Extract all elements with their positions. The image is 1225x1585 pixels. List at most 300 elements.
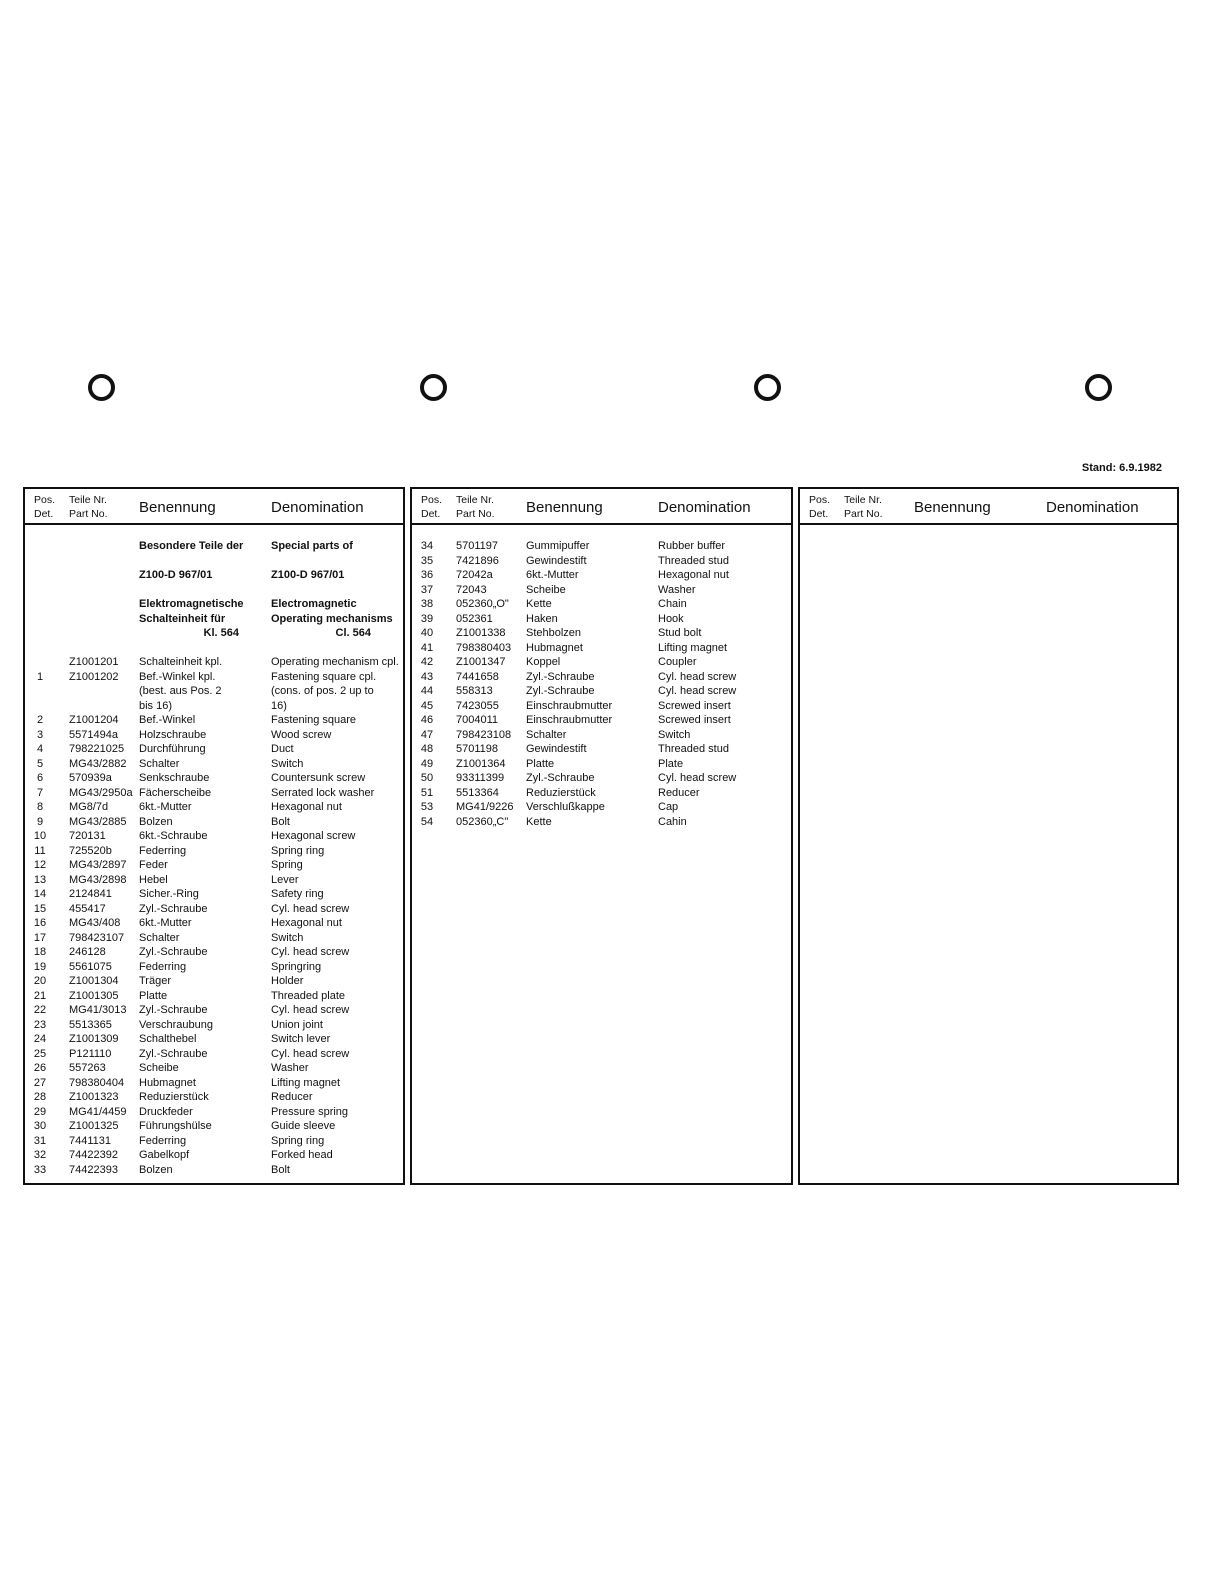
cell-ben: Zyl.-Schraube [139, 1004, 208, 1016]
cell-den: Hexagonal nut [271, 917, 342, 929]
cell-pos: 22 [33, 1004, 47, 1016]
table-row [25, 1163, 403, 1177]
cell-pos: 51 [420, 786, 434, 799]
cell-den: Screwed insert [658, 699, 731, 712]
cell-den: Cyl. head screw [271, 946, 350, 958]
cell-den: Reducer [271, 1091, 313, 1103]
cell-ben: Platte [526, 757, 555, 770]
cell-part: MG41/9226 [456, 801, 514, 813]
cell-pos: 34 [420, 540, 434, 552]
cell-part: Z1001338 [456, 627, 506, 639]
table-row [25, 1018, 403, 1032]
cell-pos: 49 [420, 757, 434, 770]
cell-den: Spring ring [271, 1134, 325, 1147]
table-row [25, 1090, 403, 1104]
cell-part: 74422392 [69, 1149, 118, 1161]
cell-part: Z1001204 [69, 714, 119, 726]
table-row [25, 626, 403, 640]
cell-ben: Bef.-Winkel [139, 714, 196, 726]
table-row [25, 1032, 403, 1046]
cell-pos: 18 [33, 946, 47, 958]
cell-ben: Holzschraube [139, 728, 207, 741]
cell-part: 725520b [69, 844, 112, 857]
cell-ben: 6kt.-Mutter [526, 569, 579, 581]
cell-den: Lifting magnet [658, 641, 728, 654]
table-row [25, 713, 403, 727]
cell-pos: 21 [33, 989, 47, 1002]
cell-den: Duct [271, 743, 294, 755]
punch-hole-icon [1085, 374, 1112, 401]
table-row [412, 583, 791, 597]
cell-part: 557263 [69, 1062, 106, 1074]
table-row [25, 1134, 403, 1148]
cell-den: Cyl. head screw [658, 685, 737, 697]
table-row [412, 800, 791, 814]
table-row [25, 771, 403, 785]
cell-part: 798380404 [69, 1076, 125, 1089]
cell-part: MG41/3013 [69, 1004, 127, 1016]
cell-pos: 17 [33, 931, 47, 944]
cell-part: Z1001309 [69, 1033, 119, 1045]
cell-part: 5513364 [456, 786, 499, 799]
cell-ben: 6kt.-Schraube [139, 830, 208, 842]
cell-ben: Kette [526, 815, 552, 828]
table-row [412, 641, 791, 655]
table-row [25, 568, 403, 582]
cell-part: 798221025 [69, 743, 125, 755]
cell-part: 2124841 [69, 888, 112, 900]
cell-pos: 38 [420, 598, 434, 610]
cell-part: 7421896 [456, 554, 499, 567]
revision-date: Stand: 6.9.1982 [1081, 462, 1162, 474]
table-row [412, 597, 791, 611]
cell-ben: Reduzierstück [139, 1091, 209, 1103]
benennung-header: Benennung [526, 499, 603, 516]
cell-part: 5513365 [69, 1018, 112, 1031]
cell-den: Spring ring [271, 844, 325, 857]
cell-part: MG43/408 [69, 917, 121, 929]
table-row [412, 742, 791, 756]
cell-pos: 31 [33, 1134, 47, 1147]
table-row [25, 583, 403, 597]
cell-part: Z1001323 [69, 1091, 119, 1103]
cell-part: 5561075 [69, 960, 112, 973]
cell-den: Lifting magnet [271, 1076, 341, 1089]
cell-pos: 13 [33, 873, 47, 886]
cell-den: Forked head [271, 1149, 333, 1161]
cell-ben: bis 16) [139, 699, 173, 712]
cell-den: Screwed insert [658, 714, 731, 726]
table-row [412, 771, 791, 785]
cell-pos: 28 [33, 1091, 47, 1103]
table-row [25, 554, 403, 568]
table-row [25, 597, 403, 611]
cell-pos: 3 [36, 728, 44, 741]
cell-pos: 42 [420, 656, 434, 668]
cell-ben: Gewindestift [526, 743, 587, 755]
cell-den: Holder [271, 975, 304, 987]
table-row [25, 1061, 403, 1075]
cell-part: 052360„C" [456, 815, 509, 828]
cell-part: 7441131 [69, 1134, 112, 1147]
cell-pos: 24 [33, 1033, 47, 1045]
cell-pos: 36 [420, 569, 434, 581]
cell-part: 455417 [69, 902, 106, 915]
cell-den: Operating mechanisms [271, 612, 393, 625]
cell-den: Lever [271, 873, 299, 886]
cell-ben: Zyl.-Schraube [139, 902, 208, 915]
cell-ben: Platte [139, 989, 168, 1002]
cell-part: 72043 [456, 583, 487, 596]
table-row [25, 858, 403, 872]
cell-pos: 4 [36, 743, 44, 755]
table-row [25, 945, 403, 959]
table-row [412, 713, 791, 727]
cell-part: Z1001202 [69, 670, 119, 683]
cell-part: MG43/2885 [69, 815, 127, 828]
cell-den: Stud bolt [658, 627, 702, 639]
cell-den: Cyl. head screw [271, 1047, 350, 1060]
table-row [25, 887, 403, 901]
cell-ben: Bolzen [139, 1163, 173, 1176]
cell-part: 798423107 [69, 931, 125, 944]
table-row [25, 960, 403, 974]
cell-den: Springring [271, 960, 322, 973]
cell-pos: 32 [33, 1149, 47, 1161]
cell-pos: 39 [420, 612, 434, 625]
table-row [412, 539, 791, 553]
det-label: Det. [421, 508, 441, 520]
cell-ben: Scheibe [526, 583, 566, 596]
cell-pos: 33 [33, 1163, 47, 1176]
cell-den: Washer [658, 583, 696, 596]
cell-ben: Besondere Teile der [139, 540, 244, 552]
cell-den: Switch [271, 757, 304, 770]
table-row [412, 786, 791, 800]
cell-pos: 7 [36, 786, 44, 799]
cell-part: 798423108 [456, 728, 512, 741]
table-header [25, 489, 403, 525]
cell-ben: Hubmagnet [526, 641, 583, 654]
cell-den: Bolt [271, 815, 290, 828]
cell-ben: Zyl.-Schraube [139, 1047, 208, 1060]
cell-part: 93311399 [456, 772, 505, 784]
cell-part: Z1001325 [69, 1120, 119, 1132]
cell-part: P121110 [69, 1047, 112, 1060]
cell-part: 5701198 [456, 743, 499, 755]
cell-part: 5701197 [456, 540, 499, 552]
cell-part: MG41/4459 [69, 1105, 127, 1118]
parts-table-3 [798, 487, 1179, 1185]
cell-part: Z1001364 [456, 757, 506, 770]
cell-den: Pressure spring [271, 1105, 349, 1118]
cell-ben: Elektromagnetische [139, 598, 244, 610]
cell-den: Rubber buffer [658, 540, 726, 552]
cell-den: Serrated lock washer [271, 786, 375, 799]
table-row [25, 655, 403, 669]
table-row [412, 655, 791, 669]
cell-den: Cap [658, 801, 679, 813]
cell-part: 558313 [456, 685, 493, 697]
cell-pos: 25 [33, 1047, 47, 1060]
cell-pos: 50 [420, 772, 434, 784]
cell-den: Threaded stud [658, 743, 729, 755]
det-label: Det. [34, 508, 54, 520]
cell-den: Fastening square cpl. [271, 670, 377, 683]
cell-den: Countersunk screw [271, 772, 366, 784]
table-row [25, 612, 403, 626]
cell-pos: 11 [34, 844, 46, 857]
cell-den: Cyl. head screw [271, 902, 350, 915]
cell-pos: 37 [420, 583, 434, 596]
cell-den: Special parts of [271, 540, 353, 552]
cell-part: Z1001347 [456, 656, 506, 668]
table-row [25, 1148, 403, 1162]
pos-header [421, 493, 442, 521]
table-row [25, 539, 403, 553]
table-row [412, 568, 791, 582]
table-row [25, 844, 403, 858]
table-header [412, 489, 791, 525]
cell-den: Bolt [271, 1163, 290, 1176]
cell-ben: Schalthebel [139, 1033, 197, 1045]
pos-label: Pos. [34, 494, 56, 506]
denomination-header: Denomination [271, 499, 364, 516]
table-row [412, 684, 791, 698]
det-label: Det. [809, 508, 829, 520]
cell-ben: Schalteinheit kpl. [139, 656, 223, 668]
table-row [25, 815, 403, 829]
part-header [69, 493, 108, 521]
table-row [25, 989, 403, 1003]
cell-den: Hexagonal nut [658, 569, 729, 581]
cell-pos: 30 [33, 1120, 47, 1132]
cell-pos: 2 [36, 714, 44, 726]
cell-den: Electromagnetic [271, 598, 357, 610]
cell-ben: Federring [139, 960, 187, 973]
table-row [412, 757, 791, 771]
cell-pos: 14 [33, 888, 47, 900]
cell-part: 7423055 [456, 699, 499, 712]
cell-part: MG43/2897 [69, 859, 127, 871]
cell-den: Operating mechanism cpl. [271, 656, 399, 668]
cell-pos: 26 [33, 1062, 47, 1074]
cell-den: Switch [658, 728, 691, 741]
table-row [25, 1076, 403, 1090]
cell-ben: Führungshülse [139, 1120, 212, 1132]
table-row [25, 728, 403, 742]
cell-ben: Gewindestift [526, 554, 587, 567]
cell-ben: Hubmagnet [139, 1076, 196, 1089]
cell-ben: Einschraubmutter [526, 699, 613, 712]
cell-part: 5571494a [69, 728, 118, 741]
cell-part: 7004011 [456, 714, 499, 726]
cell-ben: Bolzen [139, 815, 173, 828]
cell-pos: 29 [33, 1105, 47, 1118]
cell-pos: 23 [33, 1018, 47, 1031]
cell-den: Cahin [658, 815, 687, 828]
cell-den: Wood screw [271, 728, 332, 741]
cell-den: Fastening square [271, 714, 356, 726]
cell-den: Chain [658, 598, 687, 610]
cell-ben: Träger [139, 975, 171, 987]
cell-ben: Gabelkopf [139, 1149, 190, 1161]
cell-ben: Druckfeder [139, 1105, 193, 1118]
cell-pos: 45 [420, 699, 434, 712]
cell-pos: 35 [420, 554, 434, 567]
cell-pos: 6 [36, 772, 44, 784]
table-row [25, 800, 403, 814]
cell-ben: Einschraubmutter [526, 714, 613, 726]
cell-ben: Zyl.-Schraube [526, 685, 595, 697]
part-label: Part No. [844, 508, 883, 520]
cell-part: 720131 [69, 830, 106, 842]
cell-den: Switch [271, 931, 304, 944]
cell-pos: 8 [36, 801, 44, 813]
cell-pos: 41 [420, 641, 434, 654]
table-row [25, 829, 403, 843]
cell-ben: Fächerscheibe [139, 786, 212, 799]
cell-den: Coupler [658, 656, 697, 668]
table-row [412, 554, 791, 568]
teile-label: Teile Nr. [844, 494, 882, 506]
table-row [25, 742, 403, 756]
cell-ben: Haken [526, 612, 558, 625]
pos-label: Pos. [809, 494, 831, 506]
parts-table-1 [23, 487, 405, 1185]
cell-ben: Feder [139, 859, 168, 871]
teile-label: Teile Nr. [456, 494, 494, 506]
part-header [844, 493, 883, 521]
cell-den: Union joint [271, 1018, 323, 1031]
cell-den: Cl. 564 [335, 627, 371, 639]
table-row [25, 873, 403, 887]
cell-ben: Kette [526, 598, 552, 610]
cell-ben: Schalter [526, 728, 567, 741]
table-row [25, 1105, 403, 1119]
cell-ben: Z100-D 967/01 [139, 569, 213, 581]
denomination-header: Denomination [658, 499, 751, 516]
cell-ben: Zyl.-Schraube [526, 772, 595, 784]
cell-pos: 10 [33, 830, 47, 842]
cell-den: Cyl. head screw [658, 670, 737, 683]
cell-ben: Senkschraube [139, 772, 210, 784]
parts-table-2 [410, 487, 793, 1185]
benennung-header: Benennung [914, 499, 991, 516]
cell-part: 74422393 [69, 1163, 118, 1176]
cell-ben: Schalter [139, 931, 180, 944]
table-header [800, 489, 1177, 525]
cell-part: MG43/2882 [69, 757, 127, 770]
cell-ben: Federring [139, 1134, 187, 1147]
cell-den: Reducer [658, 786, 700, 799]
cell-ben: Durchführung [139, 743, 206, 755]
cell-ben: Sicher.-Ring [139, 888, 199, 900]
cell-pos: 47 [420, 728, 434, 741]
cell-ben: Bef.-Winkel kpl. [139, 670, 216, 683]
cell-ben: Koppel [526, 656, 561, 668]
cell-pos: 40 [420, 627, 434, 639]
cell-den: Plate [658, 757, 684, 770]
cell-pos: 5 [36, 757, 44, 770]
table-row [412, 626, 791, 640]
punch-hole-icon [420, 374, 447, 401]
cell-pos: 48 [420, 743, 434, 755]
cell-ben: Federring [139, 844, 187, 857]
cell-ben: Scheibe [139, 1062, 179, 1074]
cell-part: Z1001201 [69, 656, 119, 668]
cell-den: (cons. of pos. 2 up to [271, 685, 374, 697]
teile-label: Teile Nr. [69, 494, 107, 506]
cell-part: MG43/2898 [69, 873, 127, 886]
table-row [25, 699, 403, 713]
table-row [25, 1119, 403, 1133]
table-row [25, 684, 403, 698]
cell-pos: 9 [36, 815, 44, 828]
punch-hole-icon [754, 374, 781, 401]
cell-den: Threaded plate [271, 989, 345, 1002]
cell-den: 16) [271, 699, 287, 712]
cell-pos: 1 [36, 670, 44, 683]
cell-den: Safety ring [271, 888, 324, 900]
table-row [25, 916, 403, 930]
cell-part: Z1001305 [69, 989, 119, 1002]
cell-ben: 6kt.-Mutter [139, 917, 192, 929]
cell-ben: Zyl.-Schraube [139, 946, 208, 958]
cell-pos: 53 [420, 801, 434, 813]
part-label: Part No. [69, 508, 108, 520]
denomination-header: Denomination [1046, 499, 1139, 516]
table-row [412, 699, 791, 713]
table-row [25, 757, 403, 771]
table-row [25, 641, 403, 655]
cell-den: Cyl. head screw [271, 1004, 350, 1016]
cell-pos: 15 [33, 902, 47, 915]
cell-ben: Verschlußkappe [526, 801, 605, 813]
table-row [412, 612, 791, 626]
table-row [412, 728, 791, 742]
table-row [25, 1003, 403, 1017]
cell-part: 246128 [69, 946, 106, 958]
pos-label: Pos. [421, 494, 443, 506]
cell-part: 052361 [456, 612, 493, 625]
table-row [25, 931, 403, 945]
cell-part: MG8/7d [69, 801, 109, 813]
cell-den: Threaded stud [658, 554, 729, 567]
cell-pos: 54 [420, 815, 434, 828]
table-row [25, 1047, 403, 1061]
cell-den: Hexagonal screw [271, 830, 356, 842]
cell-den: Cyl. head screw [658, 772, 737, 784]
cell-ben: Schalter [139, 757, 180, 770]
cell-den: Switch lever [271, 1033, 331, 1045]
cell-part: 798380403 [456, 641, 512, 654]
cell-pos: 16 [33, 917, 47, 929]
cell-part: 052360„O" [456, 598, 509, 610]
part-header [456, 493, 495, 521]
cell-part: 72042a [456, 569, 493, 581]
cell-ben: Kl. 564 [203, 627, 239, 639]
cell-ben: 6kt.-Mutter [139, 801, 192, 813]
cell-den: Hexagonal nut [271, 801, 342, 813]
cell-part: MG43/2950a [69, 786, 133, 799]
table-row [412, 670, 791, 684]
pos-header [34, 493, 55, 521]
cell-pos: 27 [33, 1076, 47, 1089]
cell-part: Z1001304 [69, 975, 119, 987]
cell-part: 7441658 [456, 670, 499, 683]
table-row [25, 902, 403, 916]
